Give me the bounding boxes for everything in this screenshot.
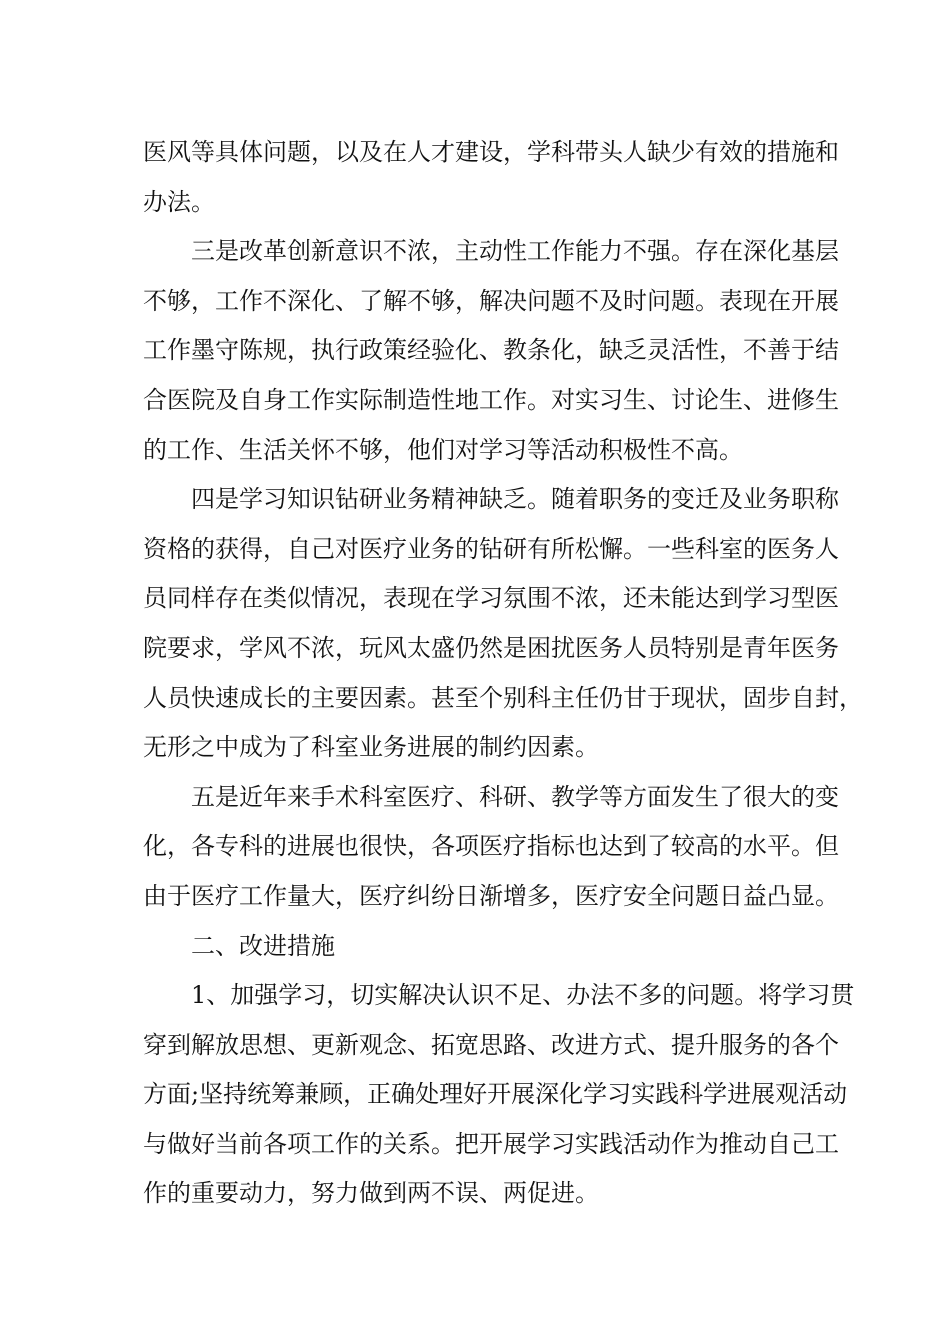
paragraph-start-line: 五是近年来手术科室医疗、科研、教学等方面发生了很大的变 bbox=[191, 782, 839, 811]
body-text bbox=[143, 128, 863, 1219]
paragraph-start-line: 三是改革创新意识不浓，主动性工作能力不强。存在深化基层 bbox=[191, 237, 839, 266]
text-line: 穿到解放思想、更新观念、拓宽思路、改进方式、提升服务的各个 bbox=[143, 1030, 839, 1059]
text-line: 的工作、生活关怀不够，他们对学习等活动积极性不高。 bbox=[143, 435, 743, 464]
text-line: 与做好当前各项工作的关系。把开展学习实践活动作为推动自己工 bbox=[143, 1129, 839, 1158]
text-line: 合医院及自身工作实际制造性地工作。对实习生、讨论生、进修生 bbox=[143, 385, 839, 414]
text-line: 由于医疗工作量大，医疗纠纷日渐增多，医疗安全问题日益凸显。 bbox=[143, 881, 839, 910]
section-heading: 二、改进措施 bbox=[191, 931, 335, 960]
text-line: 办法。 bbox=[143, 187, 215, 216]
text-line: 工作墨守陈规，执行政策经验化、教条化，缺乏灵活性，不善于结 bbox=[143, 336, 839, 365]
text-line: 作的重要动力，努力做到两不误、两促进。 bbox=[143, 1179, 599, 1208]
text-line: 员同样存在类似情况，表现在学习氛围不浓，还未能达到学习型医 bbox=[143, 584, 839, 613]
paragraph-start-line: 四是学习知识钻研业务精神缺乏。随着职务的变迁及业务职称 bbox=[191, 485, 839, 514]
text-line: 方面;坚持统筹兼顾，正确处理好开展深化学习实践科学进展观活动 bbox=[143, 1080, 848, 1109]
text-line: 院要求，学风不浓，玩风太盛仍然是困扰医务人员特别是青年医务 bbox=[143, 633, 839, 662]
text-line: 医风等具体问题，以及在人才建设，学科带头人缺少有效的措施和 bbox=[143, 138, 839, 166]
text-line: 不够，工作不深化、了解不够，解决问题不及时问题。表现在开展 bbox=[143, 286, 839, 315]
text-line: 人员快速成长的主要因素。甚至个别科主任仍甘于现状，固步自封， bbox=[143, 683, 863, 712]
text-line: 无形之中成为了科室业务进展的制约因素。 bbox=[143, 733, 599, 762]
text-line: 化，各专科的进展也很快，各项医疗指标也达到了较高的水平。但 bbox=[143, 832, 839, 861]
text-line: 资格的获得，自己对医疗业务的钻研有所松懈。一些科室的医务人 bbox=[143, 534, 839, 563]
paragraph-start-line: 1、加强学习，切实解决认识不足、办法不多的问题。将学习贯 bbox=[191, 981, 855, 1010]
